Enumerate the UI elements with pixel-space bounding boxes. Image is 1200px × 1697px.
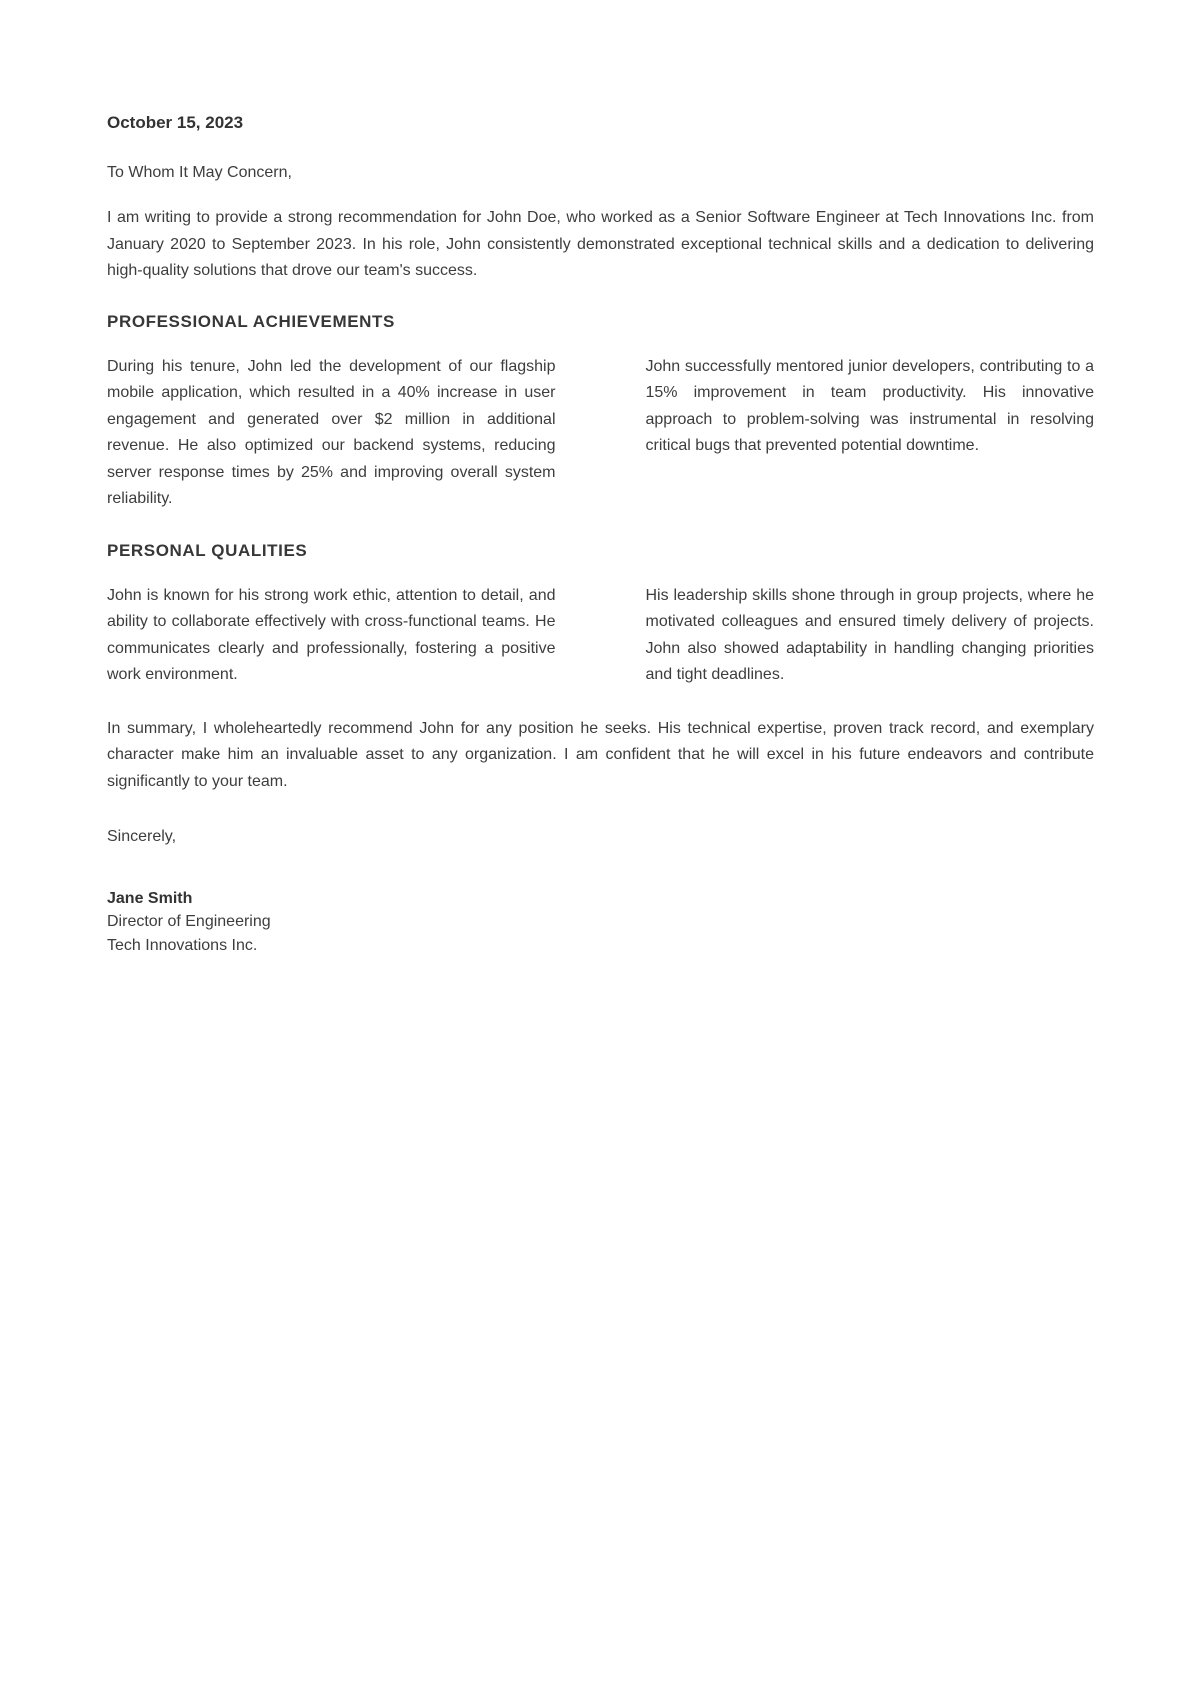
signature-name: Jane Smith	[107, 889, 193, 907]
signature-title: Director of Engineering	[107, 913, 271, 930]
signature-company: Tech Innovations Inc.	[107, 936, 258, 954]
letter-signoff: Sincerely,	[107, 828, 177, 845]
letter-closing-paragraph: In summary, I wholeheartedly recommend John for any position he seeks. His technical expertise, proven track record, and exemplary character make him an invaluable asset to any organization. I am confident that he will excel in his future endeavors and contribute significantly to your team.	[107, 719, 1094, 790]
professional-achievements-left-column: During his tenure, John led the development of our flagship mobile application, which resulted in a 40% increase in user engagement and generated over $2 million in additional revenue. He also optimized our backend systems, reducing server response times by 25% and improving overall system reliability.	[107, 357, 556, 507]
professional-achievements-right-column: John successfully mentored junior developers, contributing to a 15% improvement in team productivity. His innovative approach to problem-solving was instrumental in resolving critical bugs that prevented potential downtime.	[645, 357, 1094, 454]
professional-achievements-columns	[107, 354, 1094, 513]
letter-intro-paragraph: I am writing to provide a strong recommendation for John Doe, who worked as a Senior Software Engineer at Tech Innovations Inc. from January 2020 to September 2023. In his role, John consistently demonstrated exceptional technical skills and a dedication to delivering high-quality solutions that drove our team's success.	[107, 209, 1094, 279]
letter-salutation: To Whom It May Concern,	[107, 163, 292, 181]
signature-block	[107, 887, 1094, 958]
personal-qualities-right-column: His leadership skills shone through in group projects, where he motivated colleagues and ensured timely delivery of projects. John also showed adaptability in handling changing priorities and tight deadlines.	[645, 586, 1094, 683]
personal-qualities-left-column: John is known for his strong work ethic, attention to detail, and ability to collaborate effectively with cross-functional teams. He communicates clearly and professionally, fostering a positive work environment.	[107, 586, 556, 683]
section-heading-professional-achievements: PROFESSIONAL ACHIEVEMENTS	[107, 311, 395, 331]
letter-date: October 15, 2023	[107, 113, 244, 132]
section-heading-personal-qualities: PERSONAL QUALITIES	[107, 540, 308, 560]
personal-qualities-columns	[107, 583, 1094, 689]
